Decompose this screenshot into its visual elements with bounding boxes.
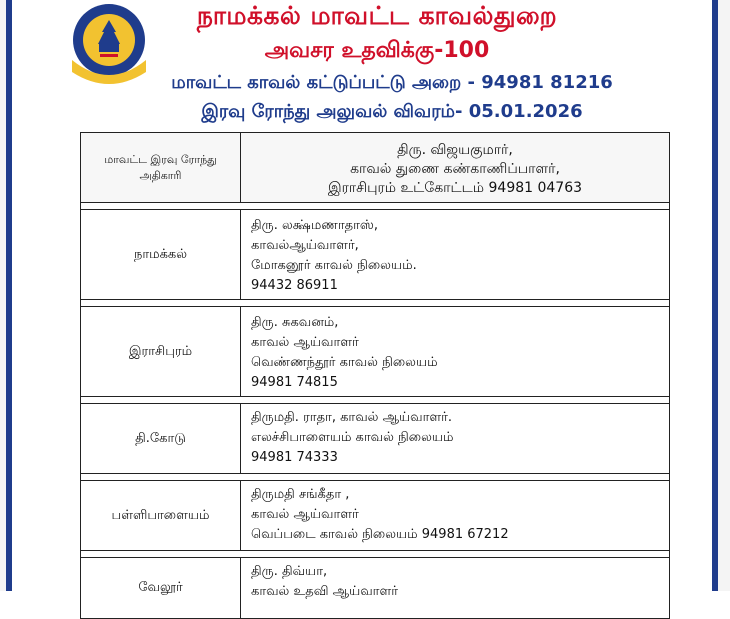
emergency-helpline: அவசர உதவிக்கு-100 [264,38,490,63]
area-cell: தி.கோடு [81,404,241,473]
officer-line: மோகனூர் காவல் நிலையம். [251,258,417,273]
officer-cell [241,307,669,396]
officer-line: காவல் துணை கண்காணிப்பாளர், [350,161,560,177]
control-room-line: மாவட்ட காவல் கட்டுப்பட்டு அறை - 94981 81216 [171,72,613,93]
row-gap [81,397,669,404]
row-gap [81,300,669,307]
table-row [81,404,669,474]
table-row [81,210,669,300]
patrol-table [80,132,670,619]
table-row-officer [81,133,669,203]
officer-line: திரு. திவ்யா, [251,564,328,579]
officer-line: எலச்சிபாளையம் காவல் நிலையம் [251,430,454,445]
area-cell: பள்ளிபாளையம் [81,481,241,550]
officer-line: காவல் ஆய்வாளர் [251,507,359,522]
area-cell: நாமக்கல் [81,210,241,299]
officer-line: 94981 74815 [251,375,338,390]
area-cell: மாவட்ட இரவு ரோந்து அதிகாரி [81,133,241,202]
officer-cell [241,481,669,550]
officer-line: வெப்படை காவல் நிலையம் 94981 67212 [251,527,509,542]
officer-line: திரு. விஜயகுமார், [397,142,513,158]
officer-cell [241,558,669,618]
officer-line: 94432 86911 [251,278,338,293]
page-title: நாமக்கல் மாவட்ட காவல்துறை [196,1,558,30]
officer-line: திரு. சுகவனம், [251,315,339,330]
report-date-line: இரவு ரோந்து அலுவல் விவரம்- 05.01.2026 [201,101,583,122]
table-row [81,481,669,551]
officer-line: 94981 74333 [251,450,338,465]
table-row [81,558,669,618]
officer-line: வெண்ணந்தூர் காவல் நிலையம் [251,355,438,370]
area-cell: வேலூர் [81,558,241,618]
officer-line: காவல் உதவி ஆய்வாளர் [251,584,398,599]
document-frame [6,0,718,599]
officer-line: திருமதி. ராதா, காவல் ஆய்வாளர். [251,410,453,425]
area-cell: இராசிபுரம் [81,307,241,396]
row-gap [81,551,669,558]
officer-line: காவல் ஆய்வாளர் [251,335,359,350]
officer-cell [241,210,669,299]
officer-cell [241,404,669,473]
officer-cell [241,133,669,202]
officer-line: காவல்ஆய்வாளர், [251,238,359,253]
row-gap [81,474,669,481]
table-row [81,307,669,397]
officer-line: திருமதி சங்கீதா , [251,487,350,502]
officer-line: திரு. லக்ஷ்மணாதாஸ், [251,218,378,233]
officer-line: இராசிபுரம் உட்கோட்டம் 94981 04763 [327,180,583,196]
row-gap [81,203,669,210]
